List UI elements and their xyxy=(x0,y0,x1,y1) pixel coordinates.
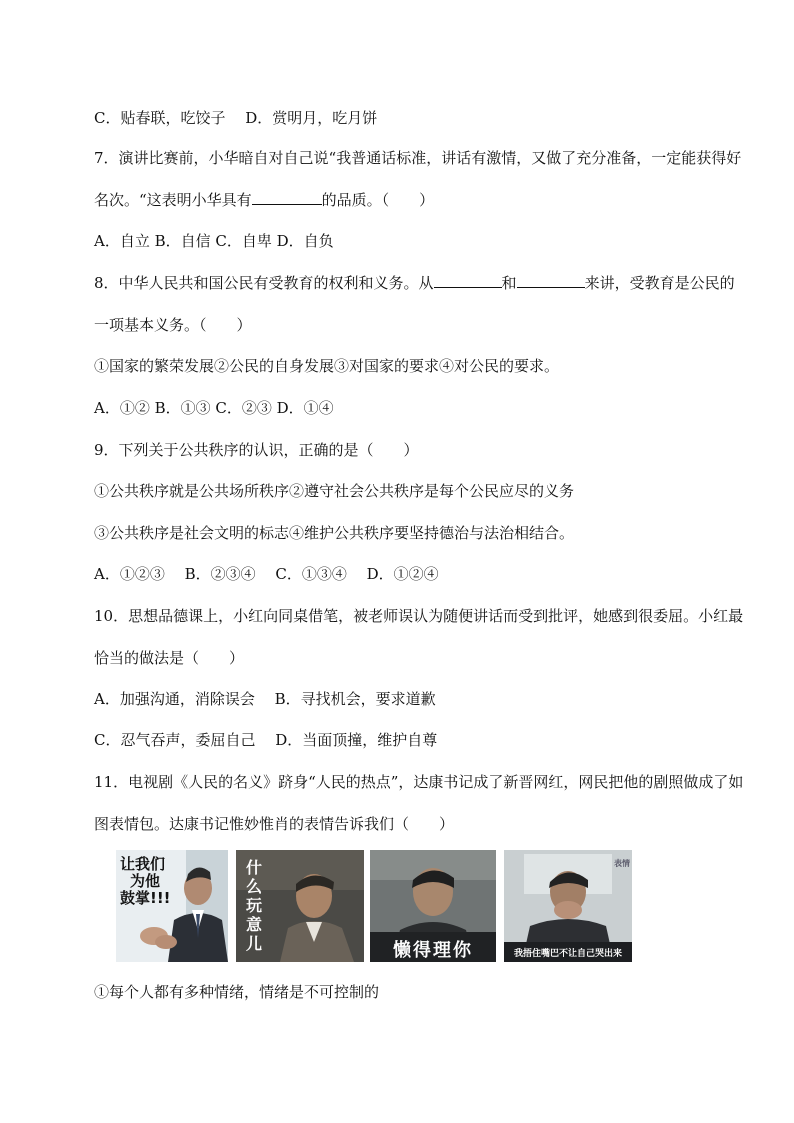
question-8-line-2: 一项基本义务。（ ） xyxy=(94,316,252,334)
meme-watermark: 表情 xyxy=(614,859,630,868)
question-8-text-post: 来讲，受教育是公民的 xyxy=(584,274,735,292)
question-8-line-1 xyxy=(94,273,735,293)
question-11-item-1: ①每个人都有多种情绪，情绪是不可控制的 xyxy=(94,983,380,1001)
meme-caption: 什 么 玩 意 儿 xyxy=(245,858,262,953)
question-10-options-c-d: C．忍气吞声，委屈自己 D．当面顶撞，维护自尊 xyxy=(94,731,438,749)
question-9-items-1: ①公共秩序就是公共场所秩序②遵守社会公共秩序是每个公民应尽的义务 xyxy=(94,482,575,500)
meme-caption: 让我们 为他 鼓掌!!! xyxy=(120,855,171,907)
question-9-items-2: ③公共秩序是社会文明的标志④维护公共秩序要坚持德治与法治相结合。 xyxy=(94,524,575,542)
question-7-line-1: 7．演讲比赛前，小华暗自对自己说“我普通话标准，讲话有激情，又做了充分准备，一定能获得好 xyxy=(94,149,742,167)
question-9-line-1: 9．下列关于公共秩序的认识，正确的是（ ） xyxy=(94,441,419,459)
question-8-items: ①国家的繁荣发展②公民的自身发展③对国家的要求④对公民的要求。 xyxy=(94,357,560,375)
question-11-line-2: 图表情包。达康书记惟妙惟肖的表情告诉我们（ ） xyxy=(94,815,455,833)
answer-blank xyxy=(252,190,322,205)
meme-image-strip xyxy=(116,850,632,962)
question-7-text-post: 的品质。（ ） xyxy=(321,191,435,209)
question-10-line-2: 恰当的做法是（ ） xyxy=(94,649,245,667)
question-7-options: A．自立 B．自信 C．自卑 D．自负 xyxy=(94,232,334,250)
answer-blank xyxy=(517,273,585,288)
question-9-options: A．①②③ B．②③④ C．①③④ D．①②④ xyxy=(94,565,439,583)
meme-caption: 我捂住嘴巴不让自己哭出来 xyxy=(513,949,622,959)
option-line-c-d: C．贴春联，吃饺子 D．赏明月，吃月饼 xyxy=(94,109,378,127)
meme-caption: 懒得理你 xyxy=(393,940,473,961)
question-11-line-1: 11．电视剧《人民的名义》跻身“人民的热点”，达康书记成了新晋网红，网民把他的剧照做成了如 xyxy=(94,773,744,791)
question-8-text-pre: 8．中华人民共和国公民有受教育的权利和义务。从 xyxy=(94,274,434,292)
question-10-line-1: 10．思想品德课上，小红向同桌借笔，被老师误认为随便讲话而受到批评，她感到很委屈。小红最 xyxy=(94,607,744,625)
question-10-options-a-b: A．加强沟通，消除误会 B．寻找机会，要求道歉 xyxy=(94,690,436,708)
question-7-text-pre: 名次。“这表明小华具有 xyxy=(94,191,252,209)
question-7-line-2 xyxy=(94,190,434,210)
question-8-options: A．①② B．①③ C．②③ D．①④ xyxy=(94,399,334,417)
answer-blank xyxy=(434,273,502,288)
question-8-text-mid: 和 xyxy=(501,274,517,292)
